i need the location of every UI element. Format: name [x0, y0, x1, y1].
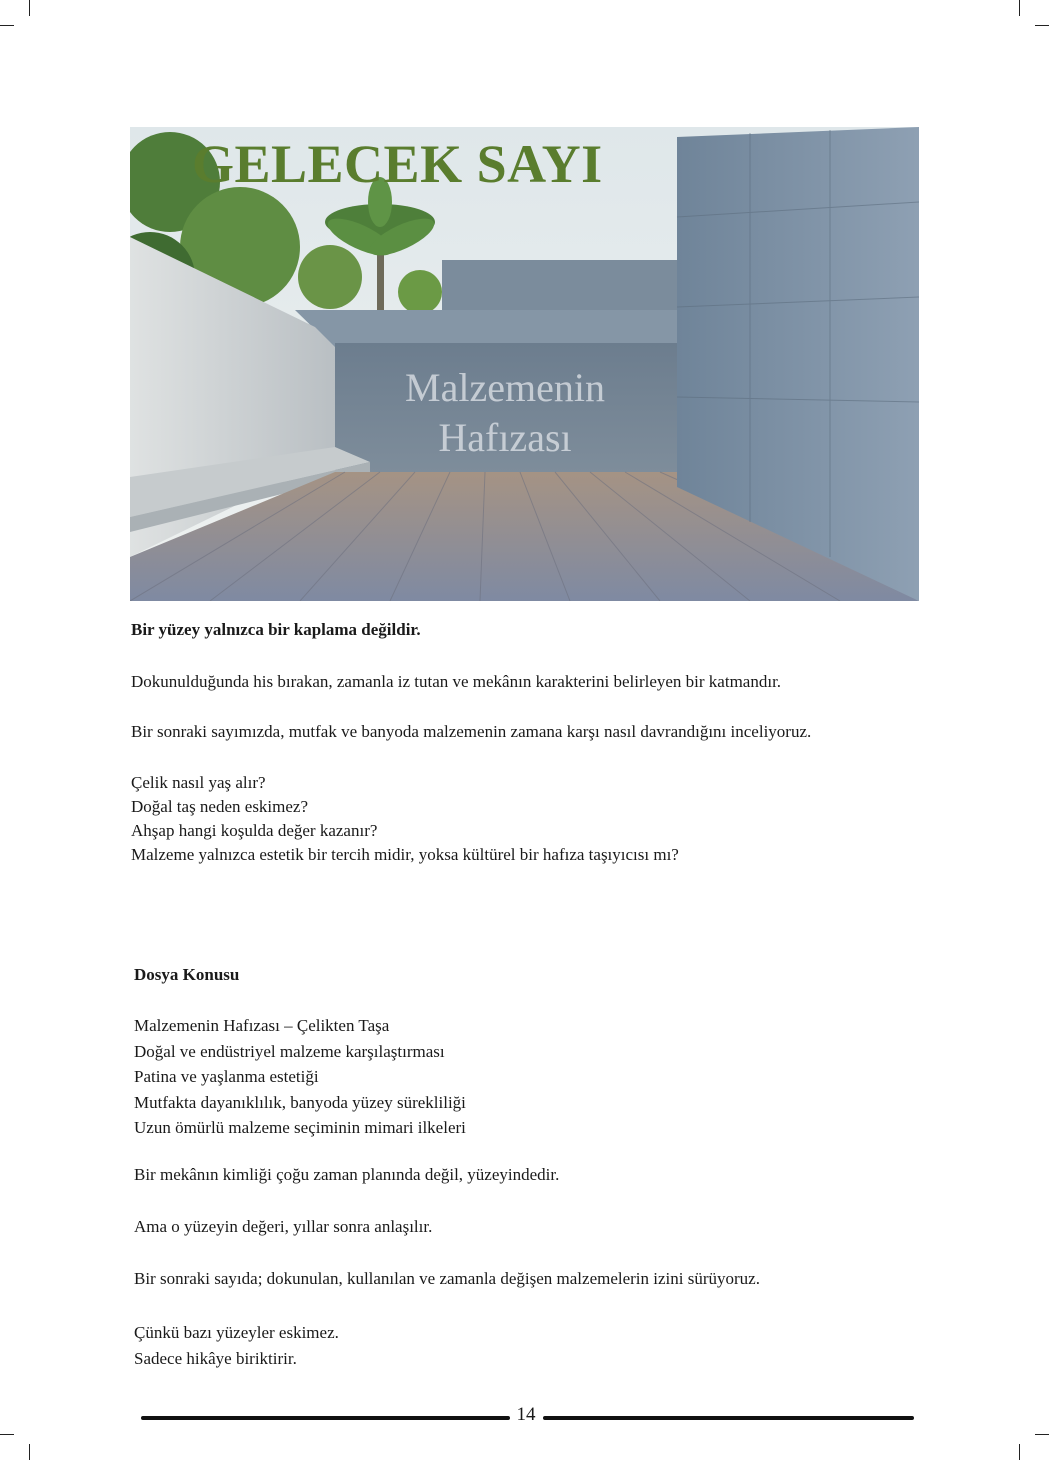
- list-item: Malzeme yalnızca estetik bir tercih midir, yoksa kültürel bir hafıza taşıyıcısı mı?: [131, 845, 679, 864]
- list-item: Malzemenin Hafızası – Çelikten Taşa: [134, 1016, 390, 1035]
- closing-lines: [134, 1320, 339, 1371]
- page-number: 14: [516, 1404, 536, 1425]
- hero-overlay-line: Malzemenin: [405, 365, 605, 410]
- list-item: Mutfakta dayanıklılık, banyoda yüzey sürekliliği: [134, 1092, 466, 1112]
- list-item: Sadece hikâye biriktirir.: [134, 1348, 297, 1368]
- list-item: Patina ve yaşlanma estetiği: [134, 1067, 319, 1086]
- list-item: Uzun ömürlü malzeme seçiminin mimari ilkeleri: [134, 1118, 466, 1137]
- crop-mark: [0, 1434, 14, 1435]
- dossier-heading: Dosya Konusu: [134, 965, 240, 984]
- crop-mark: [29, 0, 30, 16]
- crop-mark: [29, 1444, 30, 1460]
- hero-image: [130, 127, 919, 601]
- list-item: Çelik nasıl yaş alır?: [131, 773, 266, 792]
- crop-mark: [0, 25, 14, 26]
- crop-mark: [1019, 0, 1020, 16]
- intro-paragraph: Dokunulduğunda his bırakan, zamanla iz tutan ve mekânın karakterini belirleyen bir katmandır.: [131, 672, 782, 691]
- intro-lead: Bir yüzey yalnızca bir kaplama değildir.: [131, 620, 421, 639]
- hero-overlay-title: [335, 363, 675, 463]
- footer-rule-left: [141, 1416, 510, 1420]
- crop-mark: [1035, 25, 1049, 26]
- list-item: Doğal taş neden eskimez?: [131, 797, 309, 816]
- dossier-paragraph: Ama o yüzeyin değeri, yıllar sonra anlaşılır.: [134, 1217, 433, 1236]
- question-list: [131, 771, 679, 867]
- hero-overlay-line: Hafızası: [438, 415, 572, 460]
- dossier-paragraph: Bir mekânın kimliği çoğu zaman planında değil, yüzeyindedir.: [134, 1165, 560, 1184]
- footer-rule-right: [543, 1416, 914, 1420]
- list-item: Ahşap hangi koşulda değer kazanır?: [131, 821, 378, 840]
- dossier-paragraph: Bir sonraki sayıda; dokunulan, kullanılan ve zamanla değişen malzemelerin izini sürüyoruz.: [134, 1269, 760, 1288]
- list-item: Doğal ve endüstriyel malzeme karşılaştırması: [134, 1041, 445, 1061]
- crop-mark: [1035, 1434, 1049, 1435]
- next-issue-title: GELECEK SAYI: [192, 134, 603, 194]
- list-item: Çünkü bazı yüzeyler eskimez.: [134, 1323, 339, 1342]
- intro-paragraph: Bir sonraki sayımızda, mutfak ve banyoda malzemenin zamana karşı nasıl davrandığını inceliyoruz.: [131, 722, 812, 741]
- dossier-topic-list: [134, 1013, 466, 1141]
- crop-mark: [1019, 1444, 1020, 1460]
